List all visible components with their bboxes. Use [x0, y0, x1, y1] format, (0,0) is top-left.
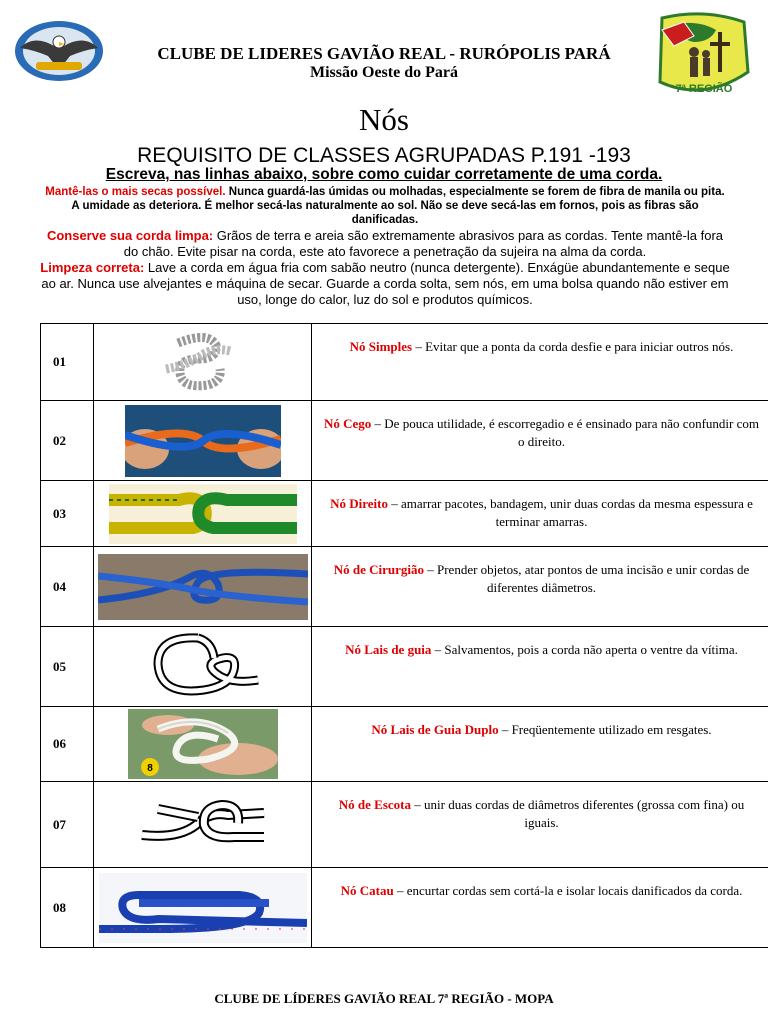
knot-name: Nó Catau — [340, 883, 394, 898]
region-logo-text: 7ª REGIÃO — [675, 83, 733, 95]
knot-number: 03 — [41, 481, 94, 547]
knot-use: – Freqüentemente utilizado em resgates. — [498, 722, 712, 737]
care-heading-washing: Limpeza correta: — [40, 260, 145, 275]
knot-image-cell — [94, 547, 312, 627]
care-text-dry: Nunca guardá-las úmidas ou molhadas, especialmente se forem de fibra de manila ou pita. A umidade as deteriora. É melhor secá-las naturalmente ao sol. Não se deve secá-las em fornos, pois as fibras são danificadas. — [71, 186, 725, 226]
instruction: Escreva, nas linhas abaixo, sobre como cuidar corretamente de uma corda. — [105, 166, 663, 183]
granny-knot-image — [125, 405, 281, 477]
care-text-clean: Grãos de terra e areia são extremamente abrasivos para as cordas. Tente mantê-la fora do chão. Evite pisar na corda, este ato favorece a penetração da sujeira na alma da corda. — [123, 228, 724, 259]
bowline-knot-image — [138, 630, 268, 704]
knot-number: 04 — [41, 547, 94, 627]
knot-description — [312, 401, 768, 481]
knot-image-cell — [94, 401, 312, 481]
knot-description — [312, 782, 768, 868]
knot-use: – unir duas cordas de diâmetros diferentes (grossa com fina) ou iguais. — [411, 797, 745, 830]
knot-number: 07 — [41, 782, 94, 868]
knot-description — [312, 481, 768, 547]
knot-name: Nó Simples — [349, 339, 413, 354]
knot-use: – De pouca utilidade, é escorregadio e é ensinado para não confundir com o direito. — [371, 416, 759, 449]
knot-image-cell — [94, 868, 312, 948]
table-row — [41, 547, 768, 627]
knot-use: – Evitar que a ponta da corda desfie e para iniciar outros nós. — [412, 339, 734, 354]
knots-table — [40, 323, 768, 948]
table-row — [41, 627, 768, 707]
care-text-washing: Lave a corda em água fria com sabão neutro (nunca detergente). Enxágüe abundantemente e seque ao ar. Nunca use alvejantes e máquina de secar. Guarde a corda solta, sem nós, em uma bolsa quando não estiver em uso, longe do calor, luz do sol e produtos químicos. — [41, 260, 730, 307]
knot-name: Nó de Escota — [338, 797, 411, 812]
knot-number: 06 — [41, 707, 94, 782]
club-name: CLUBE DE LIDERES GAVIÃO REAL - RURÓPOLIS PARÁ — [157, 44, 611, 63]
knot-description — [312, 627, 768, 707]
page-title: Nós — [359, 102, 409, 137]
sheepshank-knot-image — [99, 873, 307, 943]
photo-badge-number: 8 — [146, 763, 153, 774]
knot-number: 05 — [41, 627, 94, 707]
knot-number: 01 — [41, 324, 94, 401]
page-footer: CLUBE DE LÍDERES GAVIÃO REAL 7ª REGIÃO - MOPA — [214, 991, 554, 1006]
table-row — [41, 401, 768, 481]
table-row — [41, 481, 768, 547]
knot-image-cell — [94, 481, 312, 547]
table-row — [41, 782, 768, 868]
knot-image-cell — [94, 707, 312, 782]
table-row — [41, 707, 768, 782]
knot-name: Nó Lais de guia — [345, 642, 432, 657]
knot-image-cell — [94, 324, 312, 401]
knot-use: – amarrar pacotes, bandagem, unir duas cordas da mesma espessura e terminar amarras. — [387, 496, 753, 529]
care-paragraph-clean — [40, 228, 730, 260]
knot-name: Nó Cego — [324, 416, 372, 431]
care-heading-dry: Mantê-las o mais secas possível. — [45, 186, 226, 198]
surgeon-knot-image — [98, 554, 308, 620]
table-row — [41, 868, 768, 948]
square-knot-image — [109, 484, 297, 544]
page-subtitle: REQUISITO DE CLASSES AGRUPADAS P.191 -193 — [137, 144, 631, 167]
knot-description — [312, 547, 768, 627]
care-paragraph-dry — [40, 185, 730, 227]
sheet-bend-knot-image — [138, 795, 268, 855]
mission-name: Missão Oeste do Pará — [310, 64, 458, 81]
knot-name: Nó Direito — [330, 496, 388, 511]
knot-image-cell — [94, 782, 312, 868]
care-paragraph-washing — [40, 260, 730, 308]
knot-image-cell — [94, 627, 312, 707]
simple-knot-image — [158, 329, 248, 395]
knot-description — [312, 868, 768, 948]
knot-number: 08 — [41, 868, 94, 948]
knot-use: – encurtar cordas sem cortá-la e isolar locais danificados da corda. — [393, 883, 743, 898]
knot-name: Nó de Cirurgião — [333, 562, 424, 577]
care-heading-clean: Conserve sua corda limpa: — [46, 228, 214, 243]
knot-use: – Prender objetos, atar pontos de uma incisão e unir cordas de diferentes diâmetros. — [424, 562, 750, 595]
knot-description — [312, 324, 768, 401]
knot-use: – Salvamentos, pois a corda não aperta o ventre da vítima. — [431, 642, 738, 657]
knot-description — [312, 707, 768, 782]
knot-name: Nó Lais de Guia Duplo — [371, 722, 499, 737]
table-row — [41, 324, 768, 401]
double-bowline-knot-image — [128, 709, 278, 779]
knot-number: 02 — [41, 401, 94, 481]
